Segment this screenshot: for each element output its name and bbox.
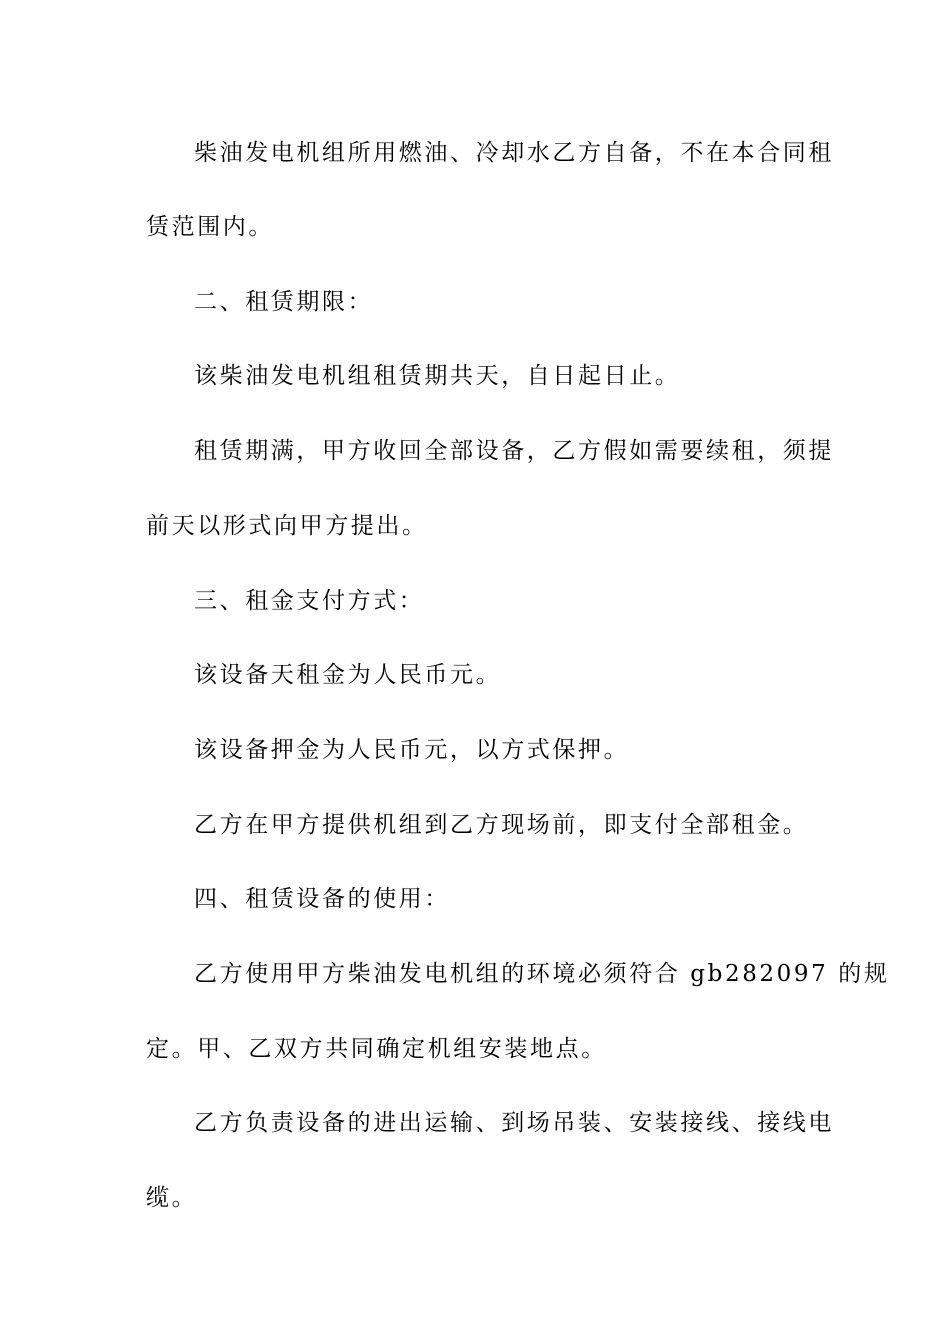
paragraph-fuel-line-1: 柴油发电机组所用燃油、冷却水乙方自备，不在本合同租 [194, 140, 834, 166]
heading-lease-term: 二、租赁期限： [194, 289, 374, 315]
heading-equipment-use: 四、租赁设备的使用： [194, 886, 450, 912]
paragraph-payment-timing: 乙方在甲方提供机组到乙方现场前，即支付全部租金。 [194, 812, 809, 838]
paragraph-lease-period: 该柴油发电机组租赁期共天，自日起日止。 [194, 363, 681, 389]
paragraph-renewal-line-1: 租赁期满，甲方收回全部设备，乙方假如需要续租，须提 [194, 438, 834, 464]
paragraph-daily-rent: 该设备天租金为人民币元。 [194, 662, 502, 688]
paragraph-renewal-line-2: 前天以形式向甲方提出。 [146, 513, 428, 539]
paragraph-environment-line-2: 定。甲、乙双方共同确定机组安装地点。 [146, 1036, 607, 1062]
paragraph-deposit: 该设备押金为人民币元，以方式保押。 [194, 737, 630, 763]
paragraph-fuel-line-2: 赁范围内。 [146, 214, 274, 240]
paragraph-transport-line-2: 缆。 [146, 1185, 198, 1211]
paragraph-environment-line-1: 乙方使用甲方柴油发电机组的环境必须符合 gb282097 的规 [194, 961, 890, 987]
heading-payment-method: 三、租金支付方式： [194, 588, 425, 614]
paragraph-transport-line-1: 乙方负责设备的进出运输、到场吊装、安装接线、接线电 [194, 1110, 834, 1136]
